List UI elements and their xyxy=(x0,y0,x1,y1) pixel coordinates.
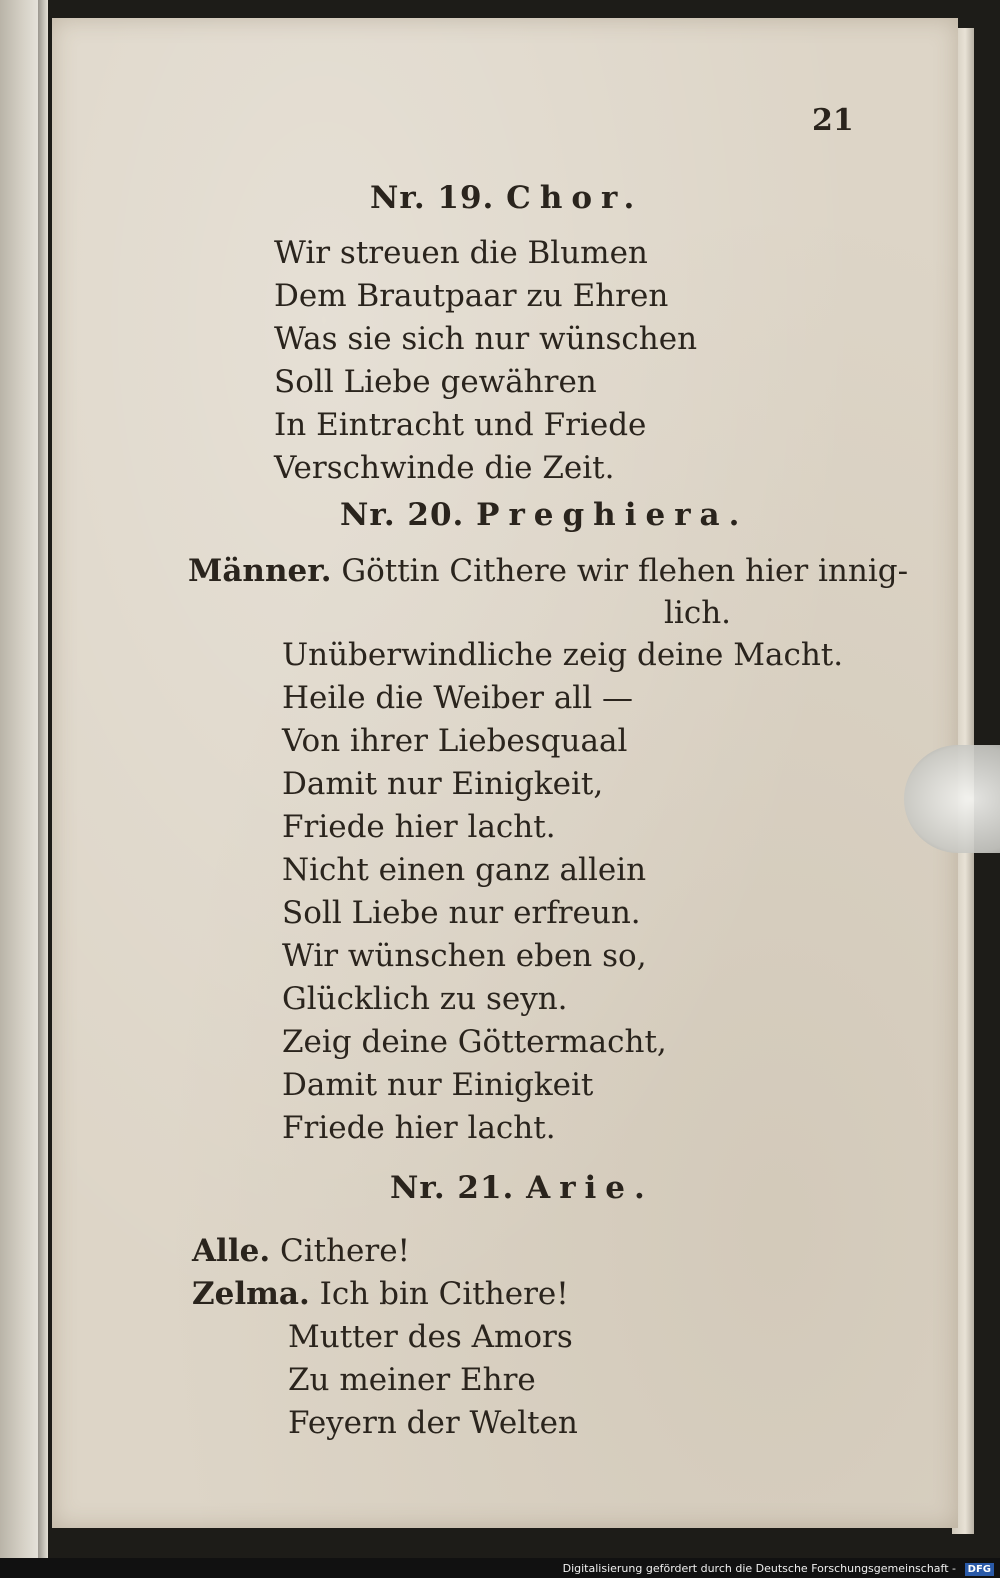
verse-line: Damit nur Einigkeit xyxy=(282,1067,594,1103)
funding-credit: Digitalisierung gefördert durch die Deutsche Forschungsgemeinschaft - xyxy=(562,1562,956,1575)
section-heading-21 xyxy=(390,1170,654,1206)
verse-line: Soll Liebe nur erfreun. xyxy=(282,895,641,931)
speaker-name: Zelma. xyxy=(192,1276,310,1312)
heading-title: Preghiera. xyxy=(476,497,749,533)
verse-line: Nicht einen ganz allein xyxy=(282,852,647,888)
verse-line-continuation: lich. xyxy=(664,595,732,631)
heading-title: Arie. xyxy=(526,1170,654,1206)
verse-line: Zu meiner Ehre xyxy=(288,1362,536,1398)
verse-line: Verschwinde die Zeit. xyxy=(274,450,615,486)
verse-line: Von ihrer Liebesquaal xyxy=(282,723,628,759)
verse-text: Cithere! xyxy=(279,1233,411,1269)
verse-line: Wir streuen die Blumen xyxy=(274,235,648,271)
verse-line: In Eintracht und Friede xyxy=(274,407,647,443)
verse-line: Dem Brautpaar zu Ehren xyxy=(274,278,669,314)
verse-text: Ich bin Cithere! xyxy=(319,1276,569,1312)
heading-number: Nr. 20. xyxy=(340,497,465,533)
page-number: 21 xyxy=(812,103,854,138)
verse-text: Göttin Cithere wir flehen hier innig- xyxy=(341,553,909,589)
verse-line: Zeig deine Göttermacht, xyxy=(282,1024,667,1060)
verse-line: Was sie sich nur wünschen xyxy=(274,321,698,357)
speaker-line xyxy=(188,553,909,589)
speaker-name: Männer. xyxy=(188,553,332,589)
dialogue-line xyxy=(192,1276,569,1312)
speaker-name: Alle. xyxy=(192,1233,271,1269)
verse-line: Feyern der Welten xyxy=(288,1405,578,1441)
dfg-logo: DFG xyxy=(965,1563,994,1576)
footer-bar xyxy=(0,1558,1000,1578)
heading-number: Nr. 19. xyxy=(370,180,495,216)
section-heading-20 xyxy=(340,497,749,533)
verse-line: Unüberwindliche zeig deine Macht. xyxy=(282,637,844,673)
verse-line: Mutter des Amors xyxy=(288,1319,573,1355)
verse-line: Heile die Weiber all — xyxy=(282,680,633,716)
verse-line: Damit nur Einigkeit, xyxy=(282,766,604,802)
verse-line: Friede hier lacht. xyxy=(282,1110,556,1146)
heading-number: Nr. 21. xyxy=(390,1170,515,1206)
heading-title: Chor. xyxy=(506,180,644,216)
binding-edge xyxy=(38,0,48,1578)
book-page xyxy=(52,18,958,1528)
verse-line: Friede hier lacht. xyxy=(282,809,556,845)
dialogue-line xyxy=(192,1233,411,1269)
section-heading-19 xyxy=(370,180,644,216)
verse-line: Wir wünschen eben so, xyxy=(282,938,647,974)
verse-line: Soll Liebe gewähren xyxy=(274,364,597,400)
verse-line: Glücklich zu seyn. xyxy=(282,981,568,1017)
